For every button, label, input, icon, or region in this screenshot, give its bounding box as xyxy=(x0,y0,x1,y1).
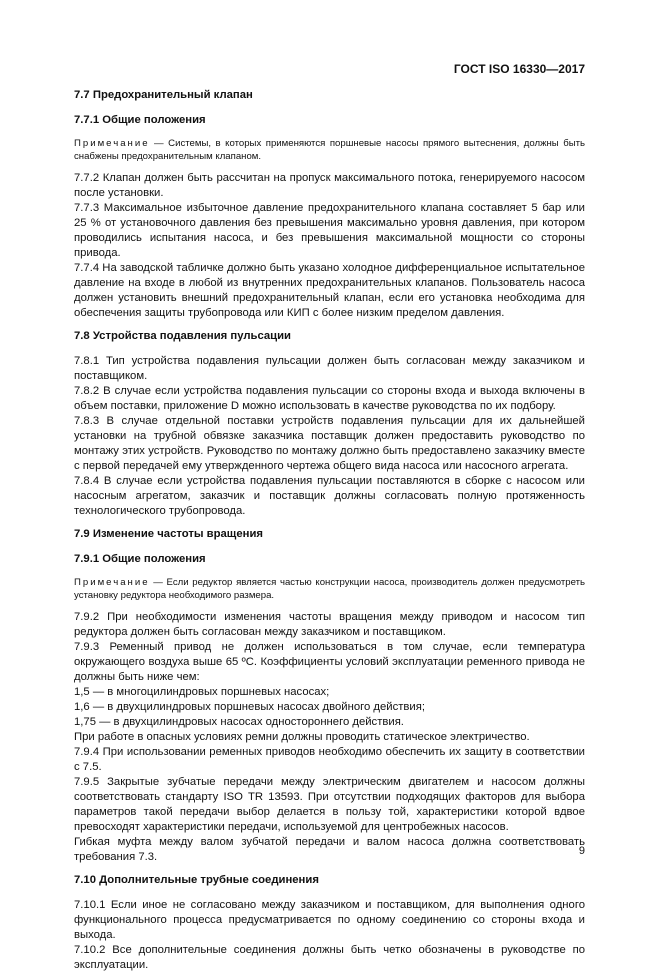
paragraph-7-9-5-b: Гибкая муфта между валом зубчатой передачи и валом насоса должна соответствовать требования 7.3. xyxy=(74,836,585,863)
paragraph-7-8-1: 7.8.1 Тип устройства подавления пульсации должен быть согласован между заказчиком и поставщиком. xyxy=(74,355,585,382)
paragraph-7-10-1: 7.10.1 Если иное не согласовано между заказчиком и поставщиком, для выполнения одного функционального процесса предусматривается по одному соединению со стороны входа и выхода. xyxy=(74,899,585,941)
section-7-10-title: 7.10 Дополнительные трубные соединения xyxy=(74,874,319,886)
paragraph-7-9-4: 7.9.4 При использовании ременных приводов необходимо обеспечить их защиту в соответствии с 7.5. xyxy=(74,746,585,773)
section-7-7-title: 7.7 Предохранительный клапан xyxy=(74,89,253,101)
list-item-3: 1,75 — в двухцилиндровых насосах одностороннего действия. xyxy=(74,716,404,728)
paragraph-7-10-2: 7.10.2 Все дополнительные соединения должны быть четко обозначены в руководстве по эксплуатации. xyxy=(74,944,585,971)
note-label: Примечание xyxy=(74,138,150,149)
note-7-9-1 xyxy=(74,576,585,602)
paragraph-7-7-4: 7.7.4 На заводской табличке должно быть указано холодное дифференциальное испытательное давление на входе в любой из внутренних предохранительных клапанов. Пользователь насоса должен установить внешний предохранительный клапан, если его установка необходима для обеспечения защиты трубопровода или КИП с более низким пределом давления. xyxy=(74,262,585,319)
paragraph-7-8-2: 7.8.2 В случае если устройства подавления пульсации со стороны входа и выхода включены в объем поставки, приложение D можно использовать в качестве руководства по их подбору. xyxy=(74,385,585,412)
section-7-8-title: 7.8 Устройства подавления пульсации xyxy=(74,330,292,342)
section-7-7-1-title: 7.7.1 Общие положения xyxy=(74,114,206,126)
paragraph-7-8-4: 7.8.4 В случае если устройства подавления пульсации поставляются в сборке с насосом или насосным агрегатом, заказчик и поставщик должны согласовать полную протяженность технологического трубопровода. xyxy=(74,475,585,517)
note-label: Примечание xyxy=(74,577,150,588)
list-item-2: 1,6 — в двухцилиндровых поршневых насосах двойного действия; xyxy=(74,701,425,713)
list-item-1: 1,5 — в многоцилиндровых поршневых насосах; xyxy=(74,686,330,698)
document-id: ГОСТ ISO 16330—2017 xyxy=(453,62,585,76)
paragraph-7-9-2: 7.9.2 При необходимости изменения частоты вращения между приводом и насосом тип редуктора должен быть согласован между заказчиком и поставщиком. xyxy=(74,611,585,638)
note-7-7-1 xyxy=(74,137,585,163)
paragraph-7-9-3: 7.9.3 Ременный привод не должен использоваться в том случае, если температура окружающего воздуха выше 65 ºС. Коэффициенты условий эксплуатации ременного привода не должны быть ниже чем: xyxy=(74,641,585,683)
paragraph-7-7-3: 7.7.3 Максимальное избыточное давление предохранительного клапана составляет 5 бар или 25 % от установочного давления без превышения максимально уровня давления, при котором проводились испытания насоса, и без превышения максимальной мощности со стороны привода. xyxy=(74,202,585,259)
section-7-9-1-title: 7.9.1 Общие положения xyxy=(74,553,206,565)
page-number: 9 xyxy=(578,845,585,857)
page-content xyxy=(74,88,585,973)
paragraph-7-9-5: 7.9.5 Закрытые зубчатые передачи между электрическим двигателем и насосом должны соответствовать стандарту ISO TR 13593. При отсутствии подходящих факторов для выбора параметров такой передачи выбор делается в пользу той, характеристики которой вдвое превосходят характеристики передачи, используемой для центробежных насосов. xyxy=(74,776,585,833)
paragraph-7-8-3: 7.8.3 В случае отдельной поставки устройств подавления пульсации для их дальнейшей установки на трубной обвязке заказчика поставщик должен предоставить руководство по монтажу этих устройств. Руководство по монтажу должно быть предоставлено заказчику вместе с первой передачей ему утвержденного чертежа общего вида насоса или насосного агрегата. xyxy=(74,415,585,472)
paragraph-7-9-3-b: При работе в опасных условиях ремни должны проводить статическое электричество. xyxy=(74,731,530,743)
note-text: — Если редуктор является частью конструкции насоса, производитель должен предусмотреть установку редуктора необходимого размера. xyxy=(74,577,585,601)
paragraph-7-7-2: 7.7.2 Клапан должен быть рассчитан на пропуск максимального потока, генерируемого насосом после установки. xyxy=(74,172,585,199)
note-text: — Системы, в которых применяются поршневые насосы прямого вытеснения, должны быть снабжены предохранительным клапаном. xyxy=(74,138,585,162)
section-7-9-title: 7.9 Изменение частоты вращения xyxy=(74,528,263,540)
